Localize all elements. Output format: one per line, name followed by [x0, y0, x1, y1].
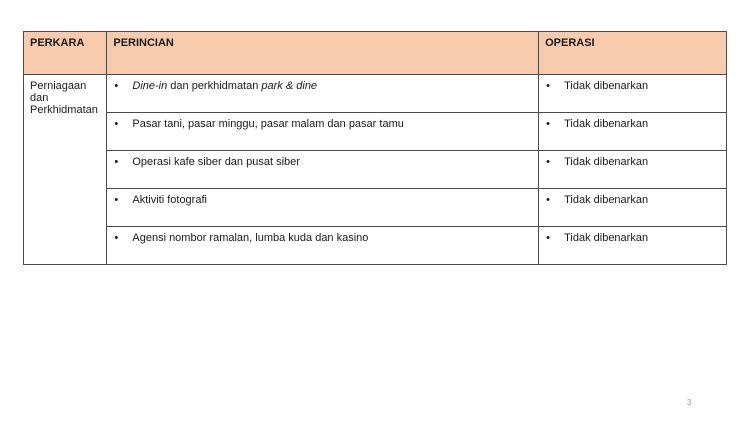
bullet: •: [546, 118, 550, 130]
bullet: •: [114, 156, 119, 168]
detail-cell: • Agensi nombor ramalan, lumba kuda dan kasino: [107, 227, 539, 265]
detail-cell: • Dine-in dan perkhidmatan park & dine: [107, 75, 539, 113]
table-header-row: [24, 32, 727, 75]
detail-cell: • Operasi kafe siber dan pusat siber: [107, 151, 539, 189]
category-cell: Perniagaan dan Perkhidmatan: [24, 75, 107, 265]
header-operasi: OPERASI: [539, 32, 727, 75]
bullet: •: [546, 232, 550, 244]
operation-cell: • Tidak dibenarkan: [539, 189, 727, 227]
operation-cell: • Tidak dibenarkan: [539, 75, 727, 113]
header-perkara: PERKARA: [24, 32, 107, 75]
detail-cell: • Aktiviti fotografi: [107, 189, 539, 227]
header-perincian: PERINCIAN: [107, 32, 539, 75]
operation-cell: • Tidak dibenarkan: [539, 113, 727, 151]
detail-cell: • Pasar tani, pasar minggu, pasar malam dan pasar tamu: [107, 113, 539, 151]
restrictions-table: [23, 31, 727, 265]
bullet: •: [546, 80, 550, 92]
bullet: •: [114, 194, 119, 206]
table-row: [24, 113, 727, 151]
operation-cell: • Tidak dibenarkan: [539, 151, 727, 189]
table-row: [24, 227, 727, 265]
bullet: •: [114, 80, 119, 92]
page-number: 3: [687, 398, 692, 407]
bullet: •: [114, 118, 119, 130]
table-row: [24, 189, 727, 227]
operation-cell: • Tidak dibenarkan: [539, 227, 727, 265]
table-row: [24, 75, 727, 113]
table-row: [24, 151, 727, 189]
bullet: •: [114, 232, 119, 244]
bullet: •: [546, 156, 550, 168]
bullet: •: [546, 194, 550, 206]
